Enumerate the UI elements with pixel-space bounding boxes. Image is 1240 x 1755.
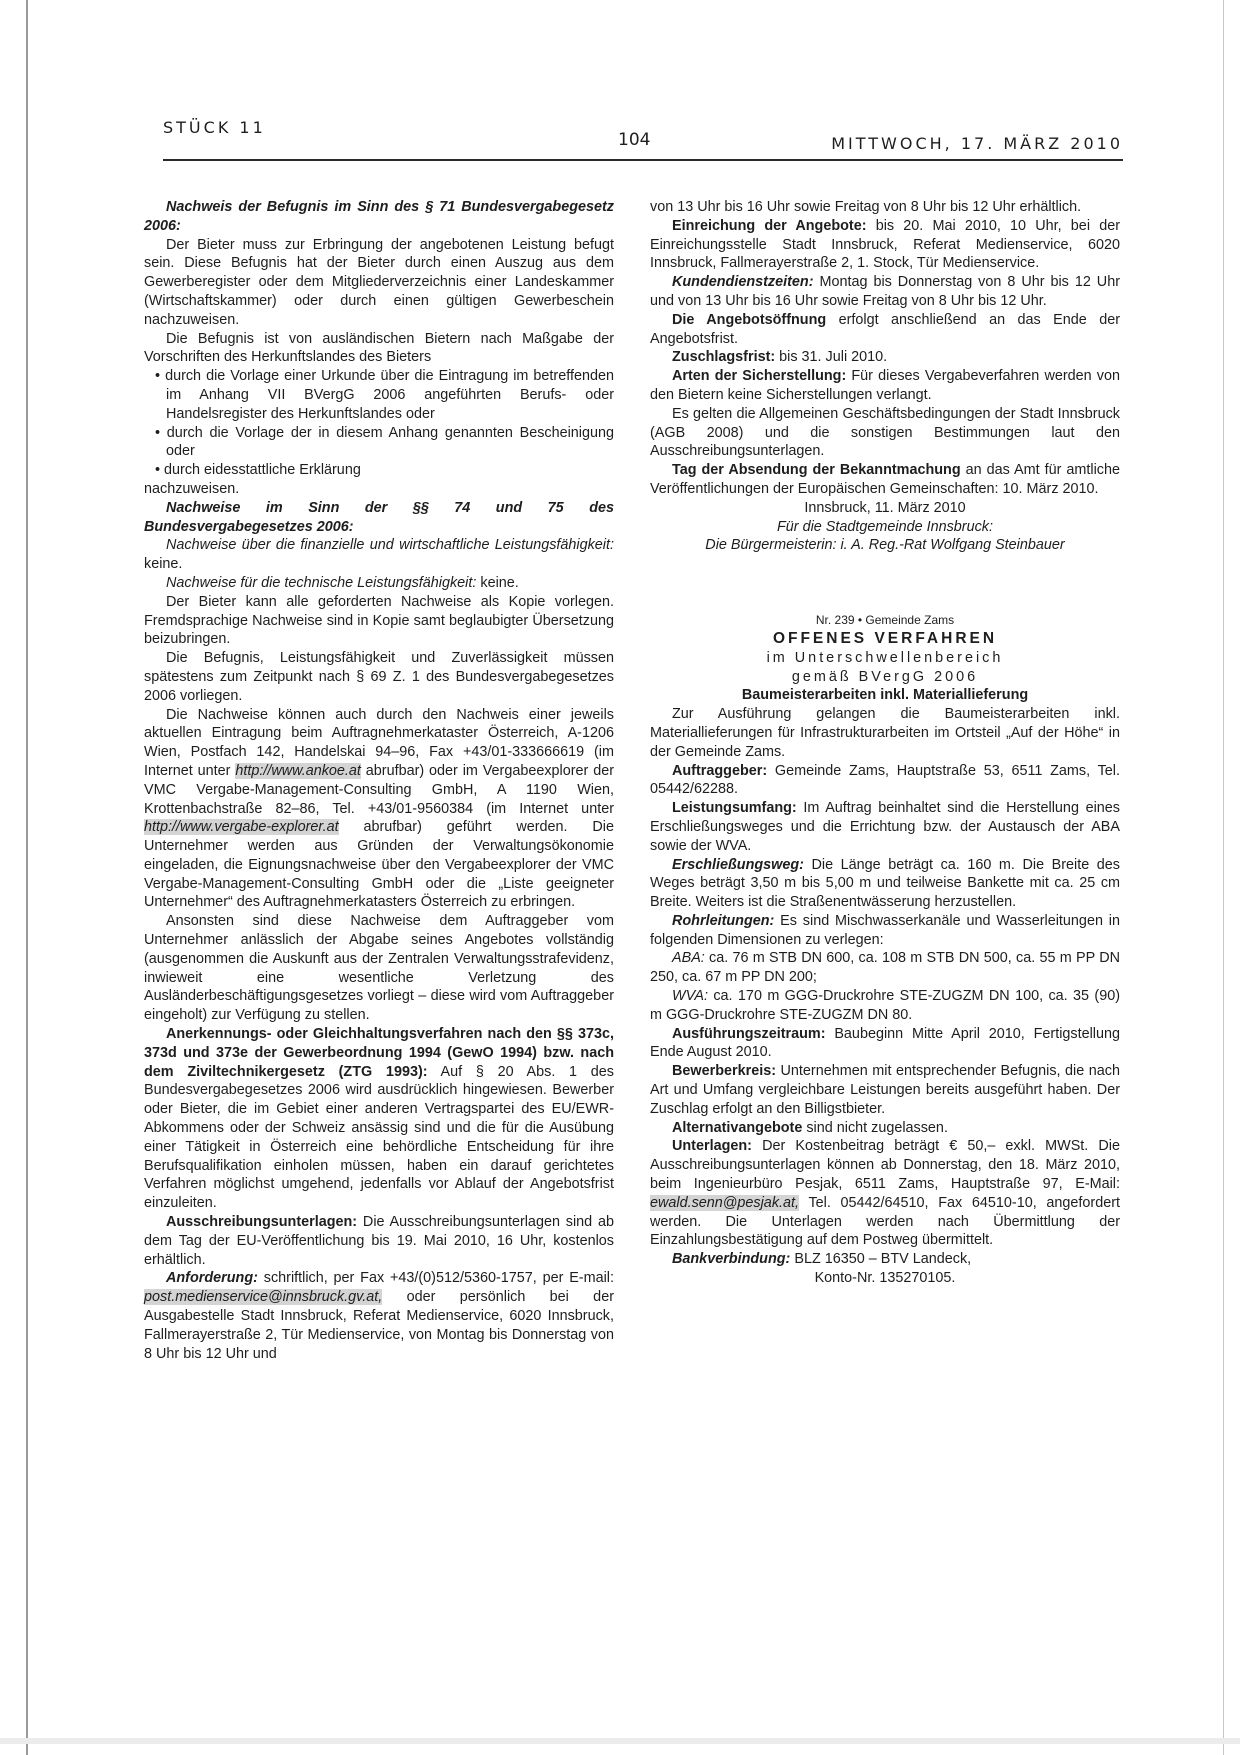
paragraph-zuverlaessigkeit: Die Befugnis, Leistungsfähigkeit und Zuverlässigkeit müssen spätestens zum Zeitpunkt nach § 69 Z. 1 des Bundesvergabegesetzes 2006 vorliegen. bbox=[144, 650, 614, 704]
paragraph-alternativangebote bbox=[650, 1119, 1120, 1138]
notice-title: OFFENES VERFAHREN bbox=[772, 629, 998, 647]
paragraph-einreichung bbox=[650, 217, 1120, 273]
heading-bewerberkreis: Bewerberkreis: bbox=[672, 1063, 776, 1080]
text-alternativangebote: sind nicht zugelassen. bbox=[802, 1119, 948, 1136]
value-technische-leistung: keine. bbox=[476, 574, 519, 591]
heading-auftraggeber: Auftraggeber: bbox=[672, 762, 768, 779]
text-bewerberkreis: Unternehmen mit entsprechender Befugnis, die nach Art und Umfang vergleichbare Leistungen bereits ausgeführt haben. Der Zuschlag erfolgt an den Billigstbieter. bbox=[650, 1063, 1120, 1117]
paragraph-angebotsoeffnung bbox=[650, 311, 1120, 349]
paragraph-leistungsumfang bbox=[650, 799, 1120, 855]
heading-ausschreibungsunterlagen: Ausschreibungsunterlagen: bbox=[166, 1214, 358, 1231]
text-anforderung-b: oder persönlich bei der Ausgabestelle Stadt Innsbruck, Referat Medienservice, 6020 Innsbruck, Fallmerayerstraße 2, Tür Medienservice, von Montag bis Donnerstag von 8 Uhr bis 12 Uhr und bbox=[144, 1289, 614, 1362]
paragraph-kopie: Der Bieter kann alle geforderten Nachweise als Kopie vorlegen. Fremdsprachige Nachweise sind in Kopie samt beglaubigter Übersetzung beizubringen. bbox=[144, 593, 614, 648]
bullet-list bbox=[144, 367, 614, 480]
paragraph-ausfuehrungszeitraum bbox=[650, 1025, 1120, 1063]
link-ankoe[interactable]: http://www.ankoe.at bbox=[235, 762, 361, 779]
list-item: • durch die Vorlage einer Urkunde über die Eintragung im betreffenden im Anhang VII BVergG 2006 angeführten Berufs- oder Handelsregister des Herkunftslandes oder bbox=[144, 367, 614, 423]
paragraph-nachzuweisen: nachzuweisen. bbox=[144, 480, 240, 497]
text-kataster-c: abrufbar) geführt werden. Die Unternehmer werden aus Gründen der Verwaltungsökonomie eingeladen, die Eignungsnachweise über den Vergabeexplorer der VMC Vergabe-Management-Consulting GmbH oder die „Liste geeigneter Unternehmer“ des Auftragnehmerkatasters Österreich zu erbringen. bbox=[144, 819, 614, 911]
notice-subject: Baumeisterarbeiten inkl. Materiallieferung bbox=[741, 687, 1029, 704]
text-ausfuehrungszeitraum: Baubeginn Mitte April 2010, Fertigstellung Ende August 2010. bbox=[650, 1025, 1120, 1061]
notice-subtitle-2: gemäß BVergG 2006 bbox=[791, 668, 979, 685]
heading-unterlagen: Unterlagen: bbox=[672, 1138, 752, 1155]
page-header bbox=[163, 118, 1123, 154]
header-rule bbox=[163, 159, 1123, 161]
text-rohrleitungen: Es sind Mischwasserkanäle und Wasserleitungen in folgenden Dimensionen zu verlegen: bbox=[650, 912, 1120, 948]
issue-date: MITTWOCH, 17. MÄRZ 2010 bbox=[831, 134, 1123, 153]
text-kataster-a: Die Nachweise können auch durch den Nachweis einer jeweils aktuellen Eintragung beim Auftragnehmerkataster Österreich, A-1206 Wien, Postfach 142, Handelskai 94–96, Fax +43/01-333666619 (im Internet unter bbox=[144, 706, 614, 779]
paragraph-ausschreibungsunterlagen bbox=[144, 1213, 614, 1269]
list-item: • durch eidesstattliche Erklärung bbox=[144, 461, 614, 480]
text-wva: ca. 170 m GGG-Druckrohre STE-ZUGZM DN 100, ca. 35 (90) m GGG-Druckrohre STE-ZUGZM DN 80. bbox=[650, 988, 1120, 1023]
label-wva: WVA: bbox=[672, 988, 708, 1005]
paragraph-zuschlagsfrist bbox=[650, 348, 1120, 367]
text-einreichung: bis 20. Mai 2010, 10 Uhr, bei der Einreichungsstelle Stadt Innsbruck, Referat Medienservice, 6020 Innsbruck, Fallmerayerstraße 2, 1. Stock, Tür Medienservice. bbox=[650, 217, 1120, 272]
scan-edge-bottom bbox=[0, 1738, 1240, 1744]
text-angebotsoeffnung: erfolgt anschließend an das Ende der Angebotsfrist. bbox=[650, 311, 1120, 347]
heading-befugnis: Nachweis der Befugnis im Sinn des § 71 Bundesvergabegesetz 2006: bbox=[144, 199, 614, 234]
link-vergabeexplorer[interactable]: http://www.vergabe-explorer.at bbox=[144, 819, 339, 836]
heading-einreichung: Einreichung der Angebote: bbox=[672, 217, 867, 234]
paragraph-finanzielle-leistung bbox=[144, 536, 614, 574]
text-absendung: an das Amt für amtliche Veröffentlichungen der Europäischen Gemeinschaften: 10. März 2010. bbox=[650, 462, 1120, 497]
paragraph-befugnis: Der Bieter muss zur Erbringung der angebotenen Leistung befugt sein. Diese Befugnis hat der Bieter durch einen Auszug aus dem Gewerberegister oder dem Mitgliederverzeichnis einer Landeskammer (Wirtschaftskammer) oder durch einen gültigen Gewerbeschein nachzuweisen. bbox=[144, 236, 614, 328]
heading-anerkennung: Anerkennungs- oder Gleichhaltungsverfahren nach den §§ 373c, 373d und 373e der Gewerbeordnung 1994 (GewO 1994) bzw. nach dem Ziviltechnikergesetz (ZTG 1993): bbox=[144, 1026, 614, 1080]
signature-line-1: Für die Stadtgemeinde Innsbruck: bbox=[777, 518, 993, 535]
paragraph-wva bbox=[650, 987, 1120, 1025]
list-item: • durch die Vorlage der in diesem Anhang genannten Bescheinigung oder bbox=[144, 424, 614, 462]
paragraph-erhaeltlich: von 13 Uhr bis 16 Uhr sowie Freitag von 8 Uhr bis 12 Uhr erhältlich. bbox=[650, 199, 1082, 215]
text-anforderung-a: schriftlich, per Fax +43/(0)512/5360-1757, per E-mail: bbox=[257, 1270, 614, 1287]
text-unterlagen-b: Tel. 05442/64510, Fax 64510-10, angefordert werden. Die Unterlagen werden nach Übermittlung der Einzahlungsbestätigung auf dem Postweg übermittelt. bbox=[650, 1194, 1120, 1249]
place-date: Innsbruck, 11. März 2010 bbox=[804, 499, 966, 516]
issue-number: STÜCK 11 bbox=[163, 118, 266, 137]
scan-edge-right bbox=[1223, 0, 1224, 1755]
heading-rohrleitungen: Rohrleitungen: bbox=[672, 912, 775, 929]
paragraph-erschliessungsweg bbox=[650, 856, 1120, 912]
text-anerkennung: Auf § 20 Abs. 1 des Bundesvergabegesetzes 2006 wird ausdrücklich hingewiesen. Bewerber oder Bieter, die im Gebiet einer anderen Vertragspartei des EU/EWR-Abkommens oder der Schweiz ansässig sind und die für die Ausübung einer Tätigkeit in Österreich eine behördliche Entscheidung für ihre Berufsqualifikation einholen müssen, haben ein darauf gerichtetes Verfahren möglichst umgehend, jedenfalls vor Ablauf der Angebotsfrist einzuleiten. bbox=[144, 1063, 615, 1212]
right-column bbox=[650, 198, 1120, 1288]
konto-number: Konto-Nr. 135270105. bbox=[814, 1270, 956, 1287]
scan-edge-left bbox=[26, 0, 28, 1755]
heading-ausfuehrungszeitraum: Ausführungszeitraum: bbox=[672, 1025, 826, 1042]
label-aba: ABA: bbox=[672, 950, 705, 967]
text-auftraggeber: Gemeinde Zams, Hauptstraße 53, 6511 Zams, Tel. 05442/62288. bbox=[650, 762, 1120, 798]
paragraph-aba bbox=[650, 949, 1120, 987]
section-gap bbox=[650, 555, 1120, 611]
page-number: 104 bbox=[618, 130, 651, 150]
text-zuschlagsfrist: bis 31. Juli 2010. bbox=[775, 349, 888, 366]
text-kundendienst: Montag bis Donnerstag von 8 Uhr bis 12 Uhr und von 13 Uhr bis 16 Uhr sowie Freitag von 8 Uhr bis 12 Uhr. bbox=[650, 274, 1120, 309]
paragraph-kataster bbox=[144, 706, 614, 913]
heading-bankverbindung: Bankverbindung: bbox=[672, 1251, 791, 1268]
heading-kundendienst: Kundendienstzeiten: bbox=[672, 274, 814, 291]
paragraph-bankverbindung bbox=[650, 1250, 1120, 1269]
text-kataster-b: abrufbar) oder im Vergabeexplorer der VMC Vergabe-Management-Consulting GmbH, A 1190 Wien, Krottenbachstraße 82–86, Tel. +43/01-9560384 (im Internet unter bbox=[144, 762, 614, 817]
paragraph-auftraggeber bbox=[650, 762, 1120, 800]
text-erschliessungsweg: Die Länge beträgt ca. 160 m. Die Breite des Weges beträgt 3,50 m bis 5,00 m und teilweise Bankette mit ca. 25 cm Breite. Weiters ist die Straßenentwässerung herzustellen. bbox=[650, 856, 1120, 911]
heading-absendung: Tag der Absendung der Bekanntmachung bbox=[672, 462, 961, 479]
heading-sicherstellung: Arten der Sicherstellung: bbox=[672, 368, 847, 385]
paragraph-agb: Es gelten die Allgemeinen Geschäftsbedingungen der Stadt Innsbruck (AGB 2008) und die sonstigen Bestimmungen laut den Ausschreibungsunterlagen. bbox=[650, 405, 1120, 460]
value-finanzielle-leistung: keine. bbox=[144, 556, 183, 573]
email-link-innsbruck[interactable]: post.medienservice@innsbruck.gv.at, bbox=[144, 1289, 383, 1306]
left-column bbox=[144, 198, 614, 1363]
text-leistungsumfang: Im Auftrag beinhaltet sind die Herstellung eines Erschließungsweges und die Errichtung bzw. der Austausch der ABA sowie der WVA. bbox=[650, 800, 1120, 854]
paragraph-sicherstellung bbox=[650, 367, 1120, 405]
paragraph-ansonsten: Ansonsten sind diese Nachweise dem Auftraggeber vom Unternehmer anlässlich der Abgabe seines Angebotes vollständig (ausgenommen die Auskunft aus der Zentralen Verwaltungsstrafevidenz, inwieweit eine wesentliche Verletzung des Ausländerbeschäftigungsgesetzes vorliegt – diese wird vom Auftraggeber eingeholt) zur Verfügung zu stellen. bbox=[144, 913, 614, 1024]
heading-zuschlagsfrist: Zuschlagsfrist: bbox=[672, 349, 776, 366]
heading-angebotsoeffnung: Die Angebotsöffnung bbox=[672, 311, 827, 328]
notice-number: Nr. 239 • Gemeinde Zams bbox=[815, 613, 955, 628]
text-aba: ca. 76 m STB DN 600, ca. 108 m STB DN 500, ca. 55 m PP DN 250, ca. 67 m PP DN 200; bbox=[650, 950, 1120, 986]
text-bankverbindung: BLZ 16350 – BTV Landeck, bbox=[790, 1251, 972, 1268]
heading-nachweise-74-75: Nachweise im Sinn der §§ 74 und 75 des Bundesvergabegesetzes 2006: bbox=[144, 499, 614, 535]
signature-line-2: Die Bürgermeisterin: i. A. Reg.-Rat Wolfgang Steinbauer bbox=[705, 537, 1065, 554]
heading-erschliessungsweg: Erschließungsweg: bbox=[672, 856, 804, 873]
paragraph-rohrleitungen bbox=[650, 912, 1120, 950]
label-technische-leistung: Nachweise für die technische Leistungsfähigkeit: bbox=[166, 574, 477, 591]
paragraph-kundendienst bbox=[650, 273, 1120, 311]
text-sicherstellung: Für dieses Vergabeverfahren werden von den Bietern keine Sicherstellungen verlangt. bbox=[650, 368, 1120, 403]
paragraph-bewerberkreis bbox=[650, 1062, 1120, 1118]
email-link-pesjak[interactable]: ewald.senn@pesjak.at, bbox=[650, 1194, 800, 1211]
paragraph-unterlagen bbox=[650, 1137, 1120, 1250]
paragraph-absendung bbox=[650, 461, 1120, 499]
paragraph-anerkennung bbox=[144, 1025, 614, 1213]
heading-leistungsumfang: Leistungsumfang: bbox=[672, 800, 797, 817]
text-ausschreibungsunterlagen: Die Ausschreibungsunterlagen sind ab dem Tag der EU-Veröffentlichung bis 19. Mai 2010, 16 Uhr, kostenlos erhältlich. bbox=[144, 1214, 614, 1268]
paragraph-ausfuehrung: Zur Ausführung gelangen die Baumeisterarbeiten inkl. Materiallieferungen für Infrastrukturarbeiten im Ortsteil „Auf der Höhe“ in der Gemeinde Zams. bbox=[650, 706, 1120, 760]
label-finanzielle-leistung: Nachweise über die finanzielle und wirtschaftliche Leistungsfähigkeit: bbox=[166, 537, 614, 554]
paragraph-auslaendische-bieter: Die Befugnis ist von ausländischen Bietern nach Maßgabe der Vorschriften des Herkunftslandes des Bieters bbox=[144, 330, 614, 366]
heading-alternativangebote: Alternativangebote bbox=[672, 1119, 803, 1136]
paragraph-technische-leistung bbox=[144, 574, 614, 593]
heading-anforderung: Anforderung: bbox=[166, 1270, 258, 1287]
text-unterlagen-a: Der Kostenbeitrag beträgt € 50,– exkl. MWSt. Die Ausschreibungsunterlagen können ab Donnerstag, den 18. März 2010, beim Ingenieurbüro Pesjak, 6511 Zams, Hauptstraße 97, E-Mail: bbox=[650, 1138, 1120, 1193]
notice-subtitle-1: im Unterschwellenbereich bbox=[766, 649, 1004, 666]
paragraph-anforderung bbox=[144, 1269, 614, 1363]
